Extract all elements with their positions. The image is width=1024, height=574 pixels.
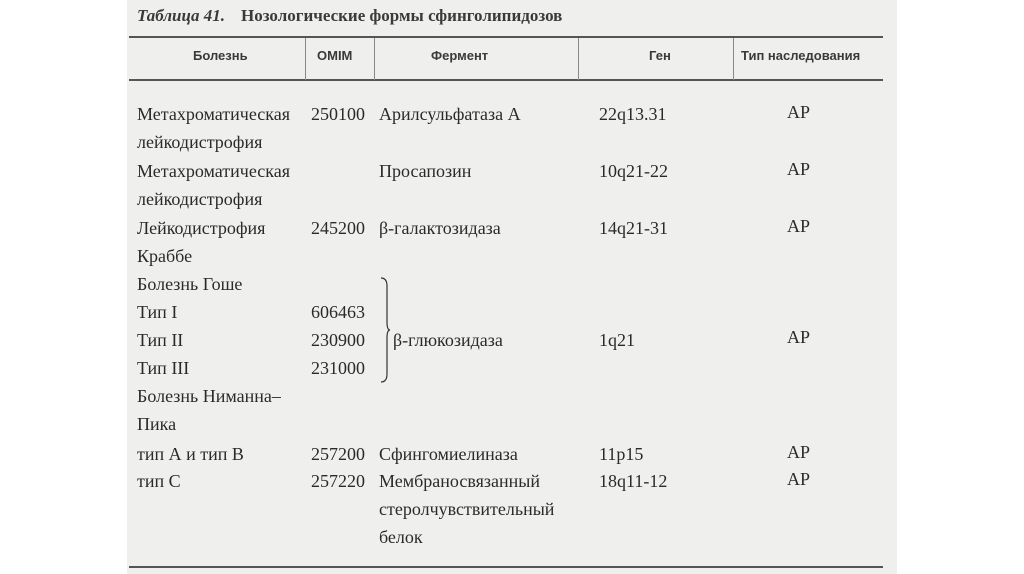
table-cell: 257200 bbox=[311, 444, 365, 464]
top-rule bbox=[129, 36, 883, 38]
table-cell: Краббе bbox=[137, 246, 193, 266]
table-cell: 606463 bbox=[311, 302, 365, 322]
table-cell: Тип I bbox=[137, 302, 178, 322]
table-cell: белок bbox=[379, 527, 423, 547]
table-cell: АР bbox=[787, 102, 811, 122]
table-cell: 230900 bbox=[311, 330, 365, 350]
table-cell: стеролчувствительный bbox=[379, 499, 555, 519]
table-cell: Сфингомиелиназа bbox=[379, 444, 518, 464]
table-cell: Мембраносвязанный bbox=[379, 471, 540, 491]
table-cell: АР bbox=[787, 469, 811, 489]
table-cell: 10q21-22 bbox=[599, 161, 668, 181]
table-cell: β-глюкозидаза bbox=[393, 330, 503, 350]
table-cell: 11p15 bbox=[599, 444, 644, 464]
table-cell: β-галактозидаза bbox=[379, 218, 501, 238]
col-header-omim: OMIM bbox=[317, 48, 353, 63]
table-cell: Лейкодистрофия bbox=[137, 218, 266, 238]
table-cell: 245200 bbox=[311, 218, 365, 238]
table-cell: 18q11-12 bbox=[599, 471, 668, 491]
col-header-disease: Болезнь bbox=[193, 48, 248, 63]
table-cell: лейкодистрофия bbox=[137, 189, 263, 209]
table-title: Нозологические формы сфинголипидозов bbox=[240, 6, 563, 25]
table-cell: Пика bbox=[137, 414, 177, 434]
table-cell: Тип III bbox=[137, 358, 190, 378]
col-header-inheritance: Тип наследования bbox=[741, 48, 861, 63]
table-cell: 1q21 bbox=[599, 330, 635, 350]
header-rule bbox=[129, 79, 883, 81]
table-cell: Арилсульфатаза А bbox=[379, 104, 521, 124]
table-cell: 14q21-31 bbox=[599, 218, 668, 238]
table-cell: АР bbox=[787, 442, 811, 462]
table-cell: АР bbox=[787, 159, 811, 179]
table-cell: АР bbox=[787, 216, 811, 236]
document-page bbox=[127, 0, 897, 574]
table-cell: тип С bbox=[137, 471, 181, 491]
table-cell: Просапозин bbox=[379, 161, 472, 181]
col-divider bbox=[374, 38, 375, 80]
table-number: Таблица 41. bbox=[137, 6, 225, 25]
col-divider bbox=[733, 38, 734, 80]
table-cell: Тип II bbox=[137, 330, 184, 350]
table-cell: тип А и тип В bbox=[137, 444, 244, 464]
bottom-rule bbox=[129, 566, 883, 568]
table-cell: 231000 bbox=[311, 358, 365, 378]
col-header-enzyme: Фермент bbox=[431, 48, 489, 63]
table-cell: Болезнь Гоше bbox=[137, 274, 243, 294]
col-header-gene: Ген bbox=[649, 48, 671, 63]
table-cell: Метахроматическая bbox=[137, 161, 290, 181]
table-cell: лейкодистрофия bbox=[137, 132, 263, 152]
col-divider bbox=[578, 38, 579, 80]
table-cell: 250100 bbox=[311, 104, 365, 124]
table-caption bbox=[137, 6, 562, 26]
table-cell: 22q13.31 bbox=[599, 104, 667, 124]
table-cell: АР bbox=[787, 327, 811, 347]
table-cell: 257220 bbox=[311, 471, 365, 491]
table-cell: Метахроматическая bbox=[137, 104, 290, 124]
table-cell: Болезнь Ниманна– bbox=[137, 386, 281, 406]
brace-icon bbox=[379, 276, 391, 384]
col-divider bbox=[305, 38, 306, 80]
